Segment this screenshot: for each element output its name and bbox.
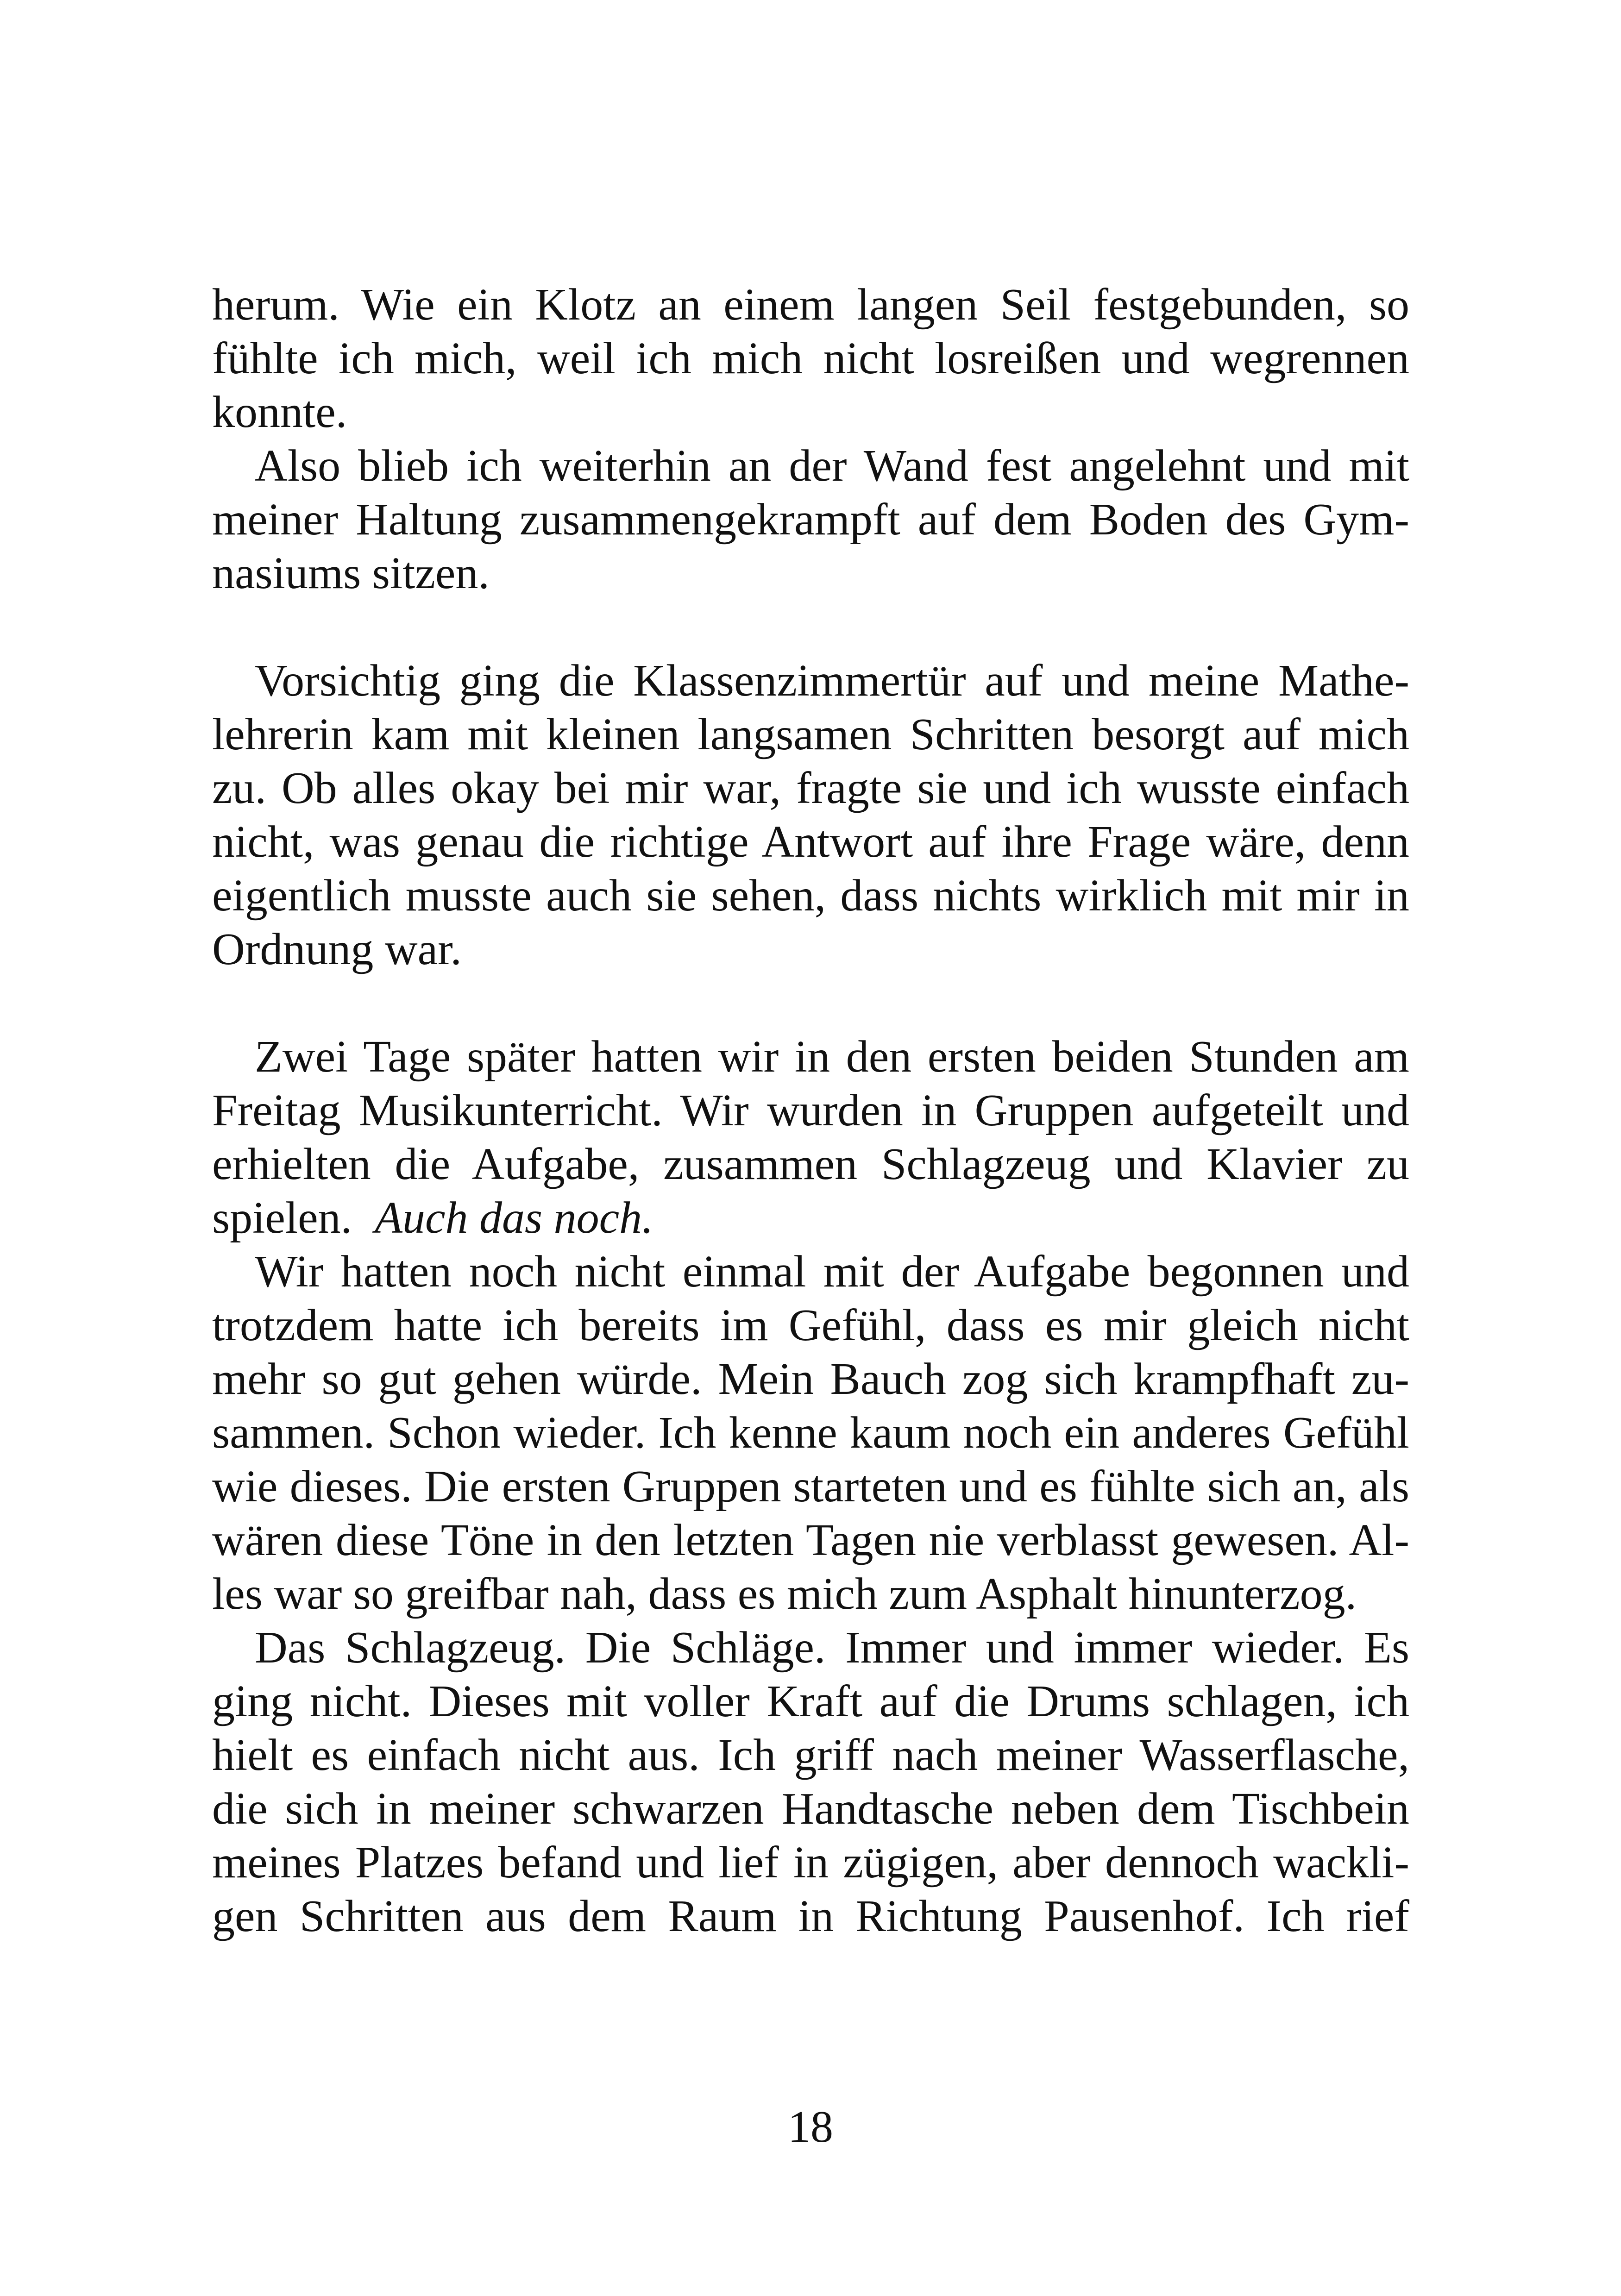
text-line: erhielten die Aufgabe, zusammen Schlagzeug und Klavier zu bbox=[212, 1139, 1409, 1189]
text-line: nasiums sitzen. bbox=[212, 548, 490, 598]
page-number: 18 bbox=[788, 2102, 833, 2152]
text-line: zu. Ob alles okay bei mir war, fragte sie und ich wusste einfach bbox=[212, 763, 1409, 813]
text-line: wie dieses. Die ersten Gruppen starteten und es fühlte sich an, als bbox=[212, 1462, 1409, 1512]
text-line: nicht, was genau die richtige Antwort auf ihre Frage wäre, denn bbox=[212, 817, 1409, 867]
text-line: sammen. Schon wieder. Ich kenne kaum noch ein anderes Gefühl bbox=[212, 1408, 1409, 1458]
italic-thought: Auch das noch. bbox=[375, 1193, 653, 1243]
body-text bbox=[212, 278, 1409, 1943]
text-line: wären diese Töne in den letzten Tagen nie verblasst gewesen. Al- bbox=[212, 1515, 1409, 1565]
text-line: Vorsichtig ging die Klassenzimmertür auf und meine Mathe- bbox=[255, 656, 1409, 706]
text-line: Zwei Tage später hatten wir in den ersten beiden Stunden am bbox=[255, 1032, 1409, 1082]
text-line: Freitag Musikunterricht. Wir wurden in Gruppen aufgeteilt und bbox=[212, 1085, 1409, 1135]
text-line bbox=[212, 1191, 1409, 1245]
text-line: Wir hatten noch nicht einmal mit der Aufgabe begonnen und bbox=[255, 1247, 1409, 1297]
text-line: Also blieb ich weiterhin an der Wand fest angelehnt und mit bbox=[255, 441, 1409, 491]
text-line: herum. Wie ein Klotz an einem langen Seil festgebunden, so bbox=[212, 280, 1409, 330]
text-line: hielt es einfach nicht aus. Ich griff nach meiner Wasserflasche, bbox=[212, 1730, 1409, 1780]
text-line: konnte. bbox=[212, 387, 347, 437]
text-line: eigentlich musste auch sie sehen, dass nichts wirklich mit mir in bbox=[212, 871, 1409, 921]
paragraph-gap bbox=[212, 976, 1409, 1030]
text-line: mehr so gut gehen würde. Mein Bauch zog sich krampfhaft zu- bbox=[212, 1354, 1409, 1404]
text-line: gen Schritten aus dem Raum in Richtung Pausenhof. Ich rief bbox=[212, 1891, 1409, 1941]
text-line: Das Schlagzeug. Die Schläge. Immer und immer wieder. Es bbox=[255, 1623, 1409, 1673]
text-line: Ordnung war. bbox=[212, 924, 462, 974]
text-line: lehrerin kam mit kleinen langsamen Schritten besorgt auf mich bbox=[212, 709, 1409, 759]
text-span: spielen. bbox=[212, 1193, 352, 1243]
text-line: meines Platzes befand und lief in zügigen, aber dennoch wackli- bbox=[212, 1838, 1409, 1888]
paragraph-gap bbox=[212, 600, 1409, 654]
text-line: fühlte ich mich, weil ich mich nicht losreißen und wegrennen bbox=[212, 333, 1409, 383]
text-line: trotzdem hatte ich bereits im Gefühl, dass es mir gleich nicht bbox=[212, 1300, 1409, 1350]
text-line: les war so greifbar nah, dass es mich zum Asphalt hinunterzog. bbox=[212, 1569, 1357, 1619]
text-line: ging nicht. Dieses mit voller Kraft auf die Drums schlagen, ich bbox=[212, 1676, 1409, 1726]
text-line: meiner Haltung zusammengekrampft auf dem Boden des Gym- bbox=[212, 495, 1409, 545]
text-line: die sich in meiner schwarzen Handtasche neben dem Tischbein bbox=[212, 1784, 1409, 1834]
